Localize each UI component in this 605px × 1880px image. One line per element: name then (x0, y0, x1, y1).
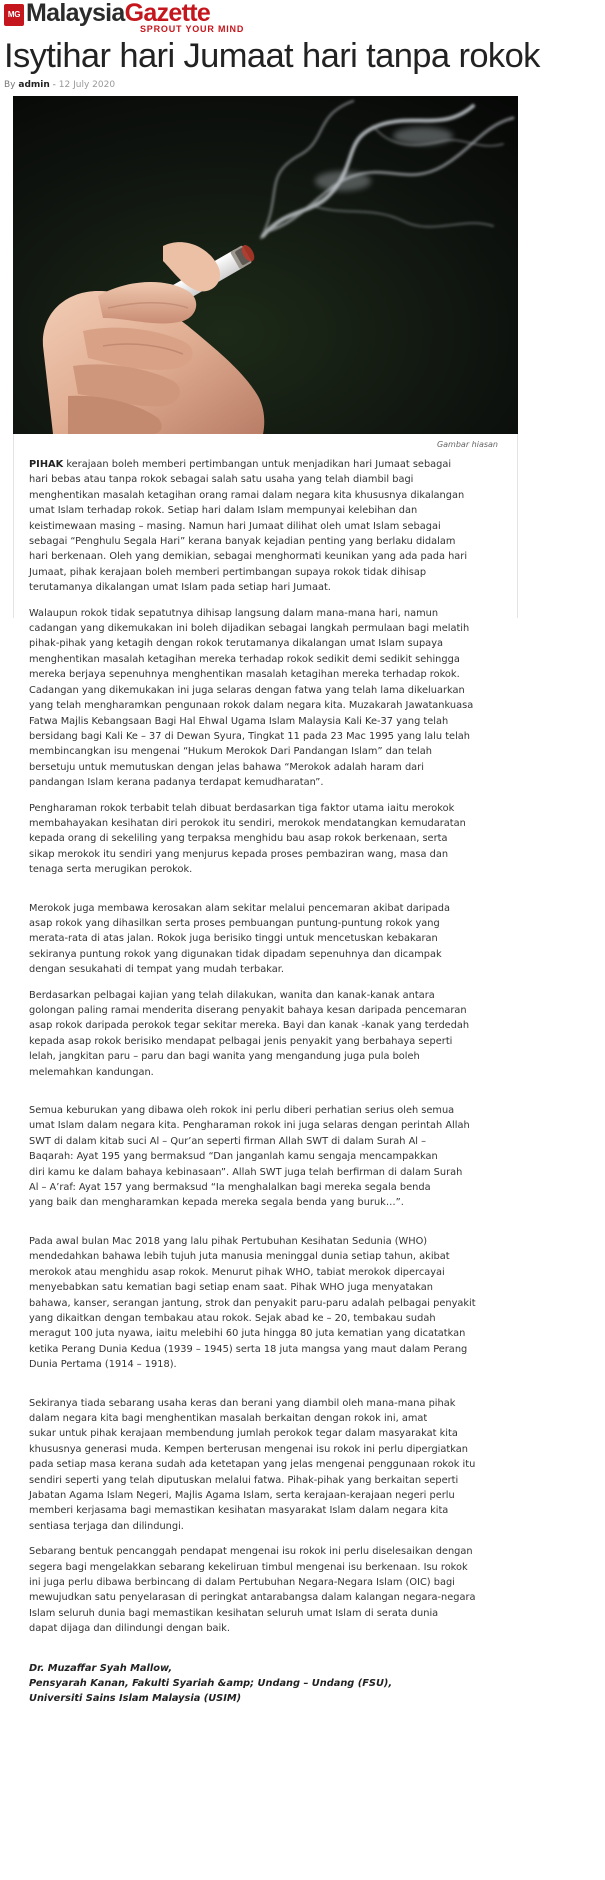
paragraph-1 (29, 457, 509, 596)
content-rule-right (517, 434, 518, 618)
image-caption: Gambar hiasan (436, 440, 498, 449)
content-rule-left (13, 434, 14, 618)
paragraph-6: Semua keburukan yang dibawa oleh rokok ini perlu diberi perhatian serius oleh semua umat Islam dalam negara kita. Pengharaman rokok ini juga selaras dengan perintah Allah SWT di dalam kitab suci Al – Qur’an seperti firman Allah SWT di dalam Surah Al – Baqarah: Ayat 195 yang bermaksud “Dan janganlah kamu sengaja mencampakkan diri kamu ke dalam bahaya kebinasaan”. Allah SWT juga telah berfirman di dalam Surah Al – A’raf: Ayat 157 yang bermaksud “Ia menghalalkan bagi mereka segala benda yang baik dan mengharamkan kepada mereka segala benda yang buruk…”. (29, 1105, 470, 1209)
paragraph-7: Pada awal bulan Mac 2018 yang lalu pihak Pertubuhan Kesihatan Sedunia (WHO) mendedahkan bahawa lebih tujuh juta manusia meninggal dunia setiap tahun, akibat merokok atau menghidu asap rokok. Menurut pihak WHO, tabiat merokok dipercayai menyebabkan satu kematian bagi setiap enam saat. Pihak WHO juga menyatakan bahawa, kanser, serangan jantung, strok dan penyakit paru-paru adalah pelbagai penyakit yang dikaitkan dengan tembakau atau rokok. Sejak abad ke – 20, tembakau sudah meragut 100 juta nyawa, iaitu melebihi 60 juta hingga 80 juta kematian yang dicatatkan ketika Perang Dunia Kedua (1939 – 1945) serta 18 juta mangsa yang maut dalam Perang Dunia Pertama (1914 – 1918). (29, 1235, 476, 1371)
lead-tag: PIHAK (29, 459, 64, 470)
paragraph-3: Pengharaman rokok terbabit telah dibuat berdasarkan tiga faktor utama iaitu merokok membahayakan kesihatan diri perokok itu sendiri, merokok mendatangkan kemudaratan kepada orang di sekeliling yang terpaksa menghidu bau asap rokok berkenaan, serta sikap merokok itu sendiri yang menjurus kepada proses pembaziran wang, masa dan tenaga serta merugikan perokok. (29, 802, 466, 876)
paragraph-4: Merokok juga membawa kerosakan alam sekitar melalui pencemaran akibat daripada asap rokok yang dihasilkan serta proses pembuangan puntung-puntung rokok yang merata-rata di atas jalan. Rokok juga berisiko tinggi untuk mencetuskan kebakaran sekiranya puntung rokok yang digunakan tidak dipadam sepenuhnya dan dicampak dengan sesukahati di tempat yang mudah terbakar. (29, 902, 450, 976)
byline (4, 80, 115, 90)
cigarette-photo (13, 96, 518, 434)
byline-prefix: By (4, 80, 16, 90)
signature-name: Dr. Muzaffar Syah Mallow, (29, 1662, 173, 1674)
publish-date: 12 July 2020 (58, 80, 116, 90)
signature-position: Pensyarah Kanan, Fakulti Syariah &amp; Undang – Undang (FSU), (29, 1678, 393, 1690)
site-name (26, 0, 210, 27)
paragraph-5: Berdasarkan pelbagai kajian yang telah dilakukan, wanita dan kanak-kanak antara golongan paling ramai menderita diserang penyakit bahaya kesan daripada pencemaran asap rokok daripada perokok tegar sekitar mereka. Bayi dan kanak -kanak yang terdedah kepada asap rokok berisiko mendapat pelbagai jenis penyakit yang berbahaya seperti lelah, jangkitan paru – paru dan bagi wanita yang mengandung juga pula boleh melemahkan kandungan. (29, 989, 470, 1078)
article-body (29, 457, 509, 1707)
paragraph-1-text: kerajaan boleh memberi pertimbangan untuk menjadikan hari Jumaat sebagai hari bebas atau tanpa rokok sebagai salah satu usaha yang telah diambil bagi menghentikan masalah ketagihan orang ramai dalam negara kita khususnya dikalangan umat Islam terhadap rokok. Setiap hari dalam Islam mempunyai kelebihan dan keistimewaan masing – masing. Namun hari Jumaat dilihat oleh umat Islam sebagai sebagai “Penghulu Segala Hari” kerana banyak kejadian penting yang berlaku didalam hari berkenaan. Oleh yang demikian, sebagai menghormati keunikan yang ada pada hari Jumaat, pihak kerajaan boleh memberi pertimbangan supaya rokok tidak dihisap terutamanya dikalangan umat Islam pada setiap hari Jumaat. (29, 459, 468, 594)
byline-separator: - (52, 80, 56, 90)
logo-badge: MG (4, 4, 24, 26)
signature-institution: Universiti Sains Islam Malaysia (USIM) (29, 1693, 242, 1705)
site-name-part1: Malaysia (26, 0, 125, 27)
paragraph-2: Walaupun rokok tidak sepatutnya dihisap langsung dalam mana-mana hari, namun cadangan yang dikemukakan ini boleh dijadikan sebagai langkah permulaan bagi melatih pihak-pihak yang ketagih dengan rokok terutamanya dikalangan umat Islam supaya menghentikan masalah ketagihan mereka terhadap rokok sedikit demi sedikit sehingga mereka berjaya sepenuhnya menghentikan masalah ketagihan mereka terhadap rokok. Cadangan yang dikemukakan ini juga selaras dengan fatwa yang telah lama dikeluarkan yang telah mengharamkan pengunaan rokok dalam negara kita. Muzakarah Jawatankuasa Fatwa Majlis Kebangsaan Bagi Hal Ehwal Ugama Islam Malaysia Kali Ke-37 yang telah bersidang bagi Kali Ke – 37 di Dewan Syura, Tingkat 11 pada 23 Mac 1995 yang lalu telah membincangkan isu mengenai “Hukum Merokok Dari Pandangan Islam” dan telah bersetuju untuk memutuskan dengan jelas bahawa “Merokok adalah haram dari pandangan Islam kerana padanya terdapat kemudharatan”. (29, 607, 474, 789)
paragraph-8: Sekiranya tiada sebarang usaha keras dan berani yang diambil oleh mana-mana pihak dalam negara kita bagi menghentikan masalah berkaitan dengan rokok ini, amat sukar untuk pihak kerajaan membendung jumlah perokok tegar dalam masyarakat kita khususnya generasi muda. Kempen berterusan mengenai isu rokok ini perlu dipergiatkan pada setiap masa kerana sudah ada ketetapan yang jelas mengenai penggunaan rokok itu sendiri seperti yang telah diputuskan melalui fatwa. Pihak-pihak yang berkaitan seperti Jabatan Agama Islam Negeri, Majlis Agama Islam, serta kerajaan-kerajaan negeri perlu memberi kerjasama bagi memastikan kesihatan masyarakat Islam dalam negara kita sentiasa terjaga dan dilindungi. (29, 1397, 476, 1532)
site-logo[interactable] (4, 2, 304, 34)
author-signature (29, 1661, 509, 1707)
hero-image (13, 96, 518, 434)
site-name-part2: Gazette (124, 0, 211, 27)
site-tagline: SPROUT YOUR MIND (140, 24, 245, 34)
author-link[interactable]: admin (18, 80, 50, 90)
article-title: Isytihar hari Jumaat hari tanpa rokok (4, 37, 540, 75)
paragraph-9: Sebarang bentuk pencanggah pendapat mengenai isu rokok ini perlu diselesaikan dengan segera bagi mengelakkan sebarang kekeliruan timbul mengenai isu berkenaan. Isu rokok ini juga perlu dibawa berbincang di dalam Pertubuhan Negara-Negara Islam (OIC) bagi mewujudkan satu penyelarasan di peringkat antarabangsa dalam kalangan negara-negara Islam seluruh dunia bagi memastikan kesihatan seluruh umat Islam di serata dunia dapat dijaga dan dilindungi dengan baik. (29, 1546, 476, 1635)
